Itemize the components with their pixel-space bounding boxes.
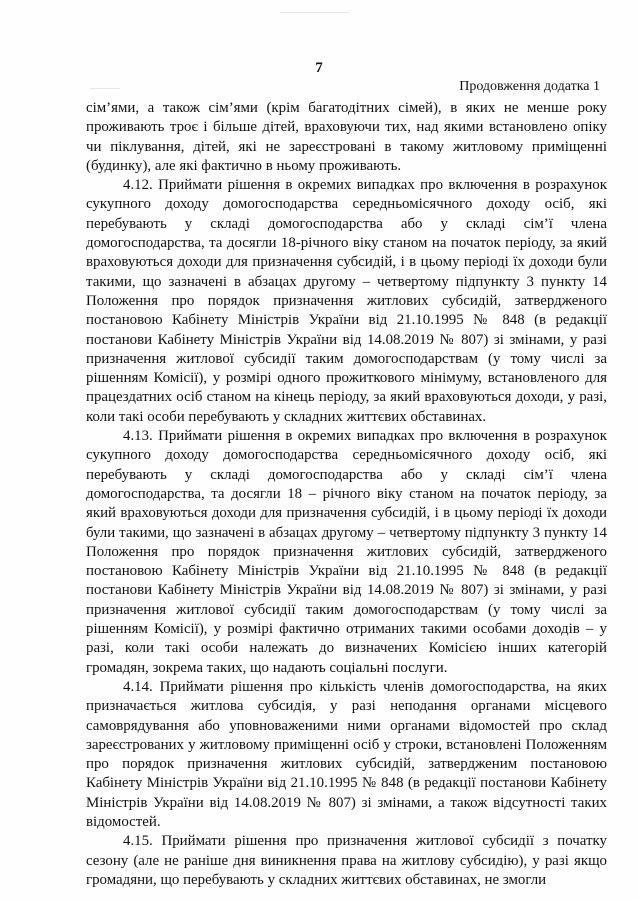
paragraph-continued: сім’ями, а також сім’ями (крім багатодітних сімей), в яких не менше року проживають троє і більше дітей, враховуючи тих, над якими встановлено опіку чи піклування, дітей, які не зареєстровані в такому житловому приміщенні (будинку), але які фактично в ньому проживають. [86, 100, 607, 174]
paragraph-4-15: 4.15. Приймати рішення про призначення житлової субсидії з початку сезону (але не раніше дня виникнення права на житлову субсидію), у разі якщо громадяни, що перебувають у складних життєвих обставинах, не змогли [86, 833, 607, 888]
scan-artifact [280, 12, 350, 13]
paragraph-4-12: 4.12. Приймати рішення в окремих випадках про включення в розрахунок сукупного доходу домогосподарства середньомісячного доходу осіб, які перебувають у складі домогосподарства або у складі сім’ї члена домогосподарства, та досягли 18-річного віку станом на початок періоду, за який враховуються доходи для призначення субсидій, і в цьому періоді їх доходи були такими, що зазначені в абзацах другому – четвертому підпункту 3 пункту 14 Положення про порядок призначення житлових субсидій, затвердженого постановою Кабінету Міністрів України від 21.10.1995 № 848 (в редакції постанови Кабінету Міністрів України від 14.08.2019 № 807) зі змінами, у разі призначення житлової субсидії таким домогосподарствам (у тому числі за рішенням Комісії), у розмірі одного прожиткового мінімуму, встановленого для працездатних осіб станом на кінець періоду, за який враховуються доходи, у разі, коли такі особи перебувають у складних життєвих обставинах. [86, 177, 607, 425]
paragraph-4-13: 4.13. Приймати рішення в окремих випадках про включення в розрахунок сукупного доходу домогосподарства середньомісячного доходу осіб, які перебувають у складі домогосподарства або у складі сім’ї члена домогосподарства, та досягли 18 – річного віку станом на початок періоду, за який враховуються доходи для призначення субсидій, і в цьому періоді їх доходи були такими, що зазначені в абзацах другому – четвертому підпункту 3 пункту 14 Положення про порядок призначення житлових субсидій, затвердженого постановою Кабінету Міністрів України від 21.10.1995 № 848 (в редакції постанови Кабінету Міністрів України від 14.08.2019 № 807) зі змінами, у разі призначення житлової субсидії таким домогосподарствам (у тому числі за рішенням Комісії), у розмірі фактично отриманих такими особами доходів – у разі, коли такі особи належать до визначених Комісією інших категорій громадян, зокрема таких, що надають соціальні послуги. [86, 428, 607, 676]
paragraph-4-14: 4.14. Приймати рішення про кількість членів домогосподарства, на яких призначається житлова субсидія, у разі неподання органами місцевого самоврядування або уповноваженими ними органами відомостей про склад зареєстрованих у житловому приміщенні осіб у строки, встановлені Положенням про порядок призначення житлових субсидій, затвердженим постановою Кабінету Міністрів України від 21.10.1995 № 848 (в редакції постанови Кабінету Міністрів України від 14.08.2019 № 807) зі змінами, а також відсутності таких відомостей. [86, 678, 607, 830]
continuation-note: Продовження додатка 1 [459, 79, 600, 94]
document-body [86, 99, 607, 890]
scan-artifact [90, 88, 120, 89]
page-number: 7 [315, 60, 323, 76]
